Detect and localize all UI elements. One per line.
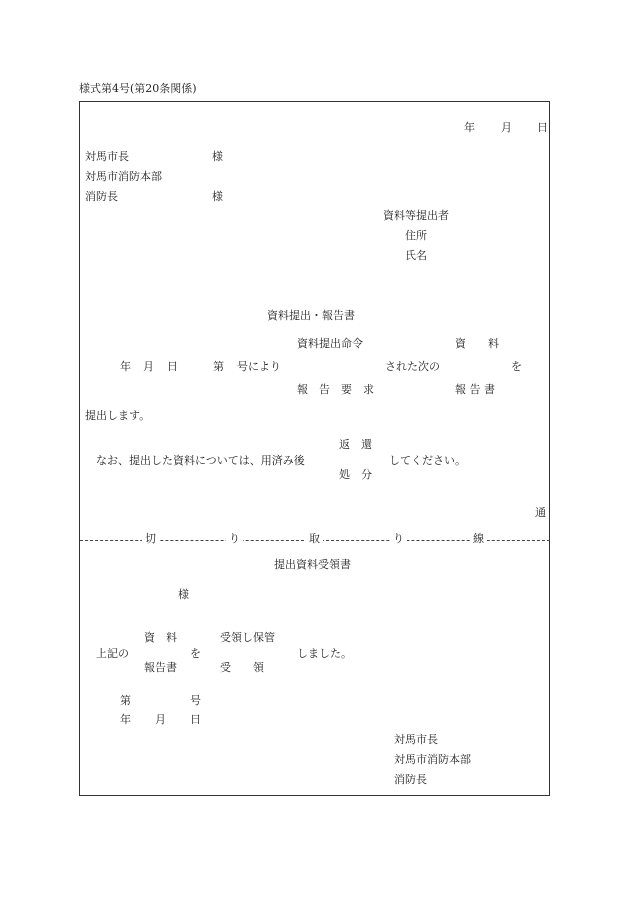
- body-date-day: 日: [167, 360, 178, 373]
- submitter-name-label: 氏名: [405, 249, 427, 262]
- receipt-material-upper: 資 料: [144, 631, 177, 644]
- receipt-action-upper: 受領し保管: [220, 631, 275, 644]
- body-date-year: 年: [120, 360, 131, 373]
- body-date-month: 月: [143, 360, 154, 373]
- receipt-particle: を: [190, 647, 201, 660]
- submit-text: 提出します。: [85, 409, 151, 422]
- date-day-label: 日: [537, 121, 548, 134]
- copies-label: 通: [535, 506, 546, 519]
- material-option-upper: 資 料: [455, 337, 499, 350]
- receipt-honorific: 様: [178, 588, 189, 601]
- form-frame: [79, 101, 550, 796]
- receipt-date-year: 年: [120, 713, 131, 726]
- cut-line-char-2: り: [226, 532, 243, 546]
- receipt-issuer-fire-hq: 対馬市消防本部: [394, 753, 471, 766]
- order-option-upper: 資料提出命令: [297, 337, 363, 350]
- submitter-address-label: 住所: [405, 229, 427, 242]
- material-option-lower: 報 告 書: [455, 383, 495, 396]
- receipt-line-end: しました。: [297, 647, 352, 660]
- receipt-number-prefix: 第: [120, 694, 131, 707]
- receipt-number-suffix: 号: [190, 694, 201, 707]
- cut-line-char-5: 線: [470, 532, 487, 546]
- return-option: 返 還: [339, 438, 372, 451]
- order-option-lower: 報 告 要 求: [297, 383, 374, 396]
- receipt-line-prefix: 上記の: [96, 647, 129, 660]
- cut-line-char-3: 取: [306, 532, 323, 546]
- date-year-label: 年: [464, 121, 475, 134]
- body-number-prefix: 第: [213, 360, 224, 373]
- note-end: してください。: [389, 454, 466, 467]
- addressee-mayor: 対馬市長: [85, 150, 129, 163]
- addressee-mayor-honorific: 様: [212, 150, 223, 163]
- submitter-label: 資料等提出者: [383, 209, 449, 222]
- date-month-label: 月: [501, 121, 512, 134]
- body-number-suffix: 号により: [237, 360, 281, 373]
- receipt-issuer-fire-chief: 消防長: [394, 773, 427, 786]
- receipt-issuer-mayor: 対馬市長: [394, 733, 438, 746]
- body-particle: を: [511, 360, 522, 373]
- form-number: 様式第4号(第20条関係): [79, 82, 197, 95]
- receipt-date-month: 月: [155, 713, 166, 726]
- receipt-title: 提出資料受領書: [274, 558, 351, 571]
- receipt-date-day: 日: [190, 713, 201, 726]
- note-text: なお、提出した資料については、用済み後: [96, 454, 305, 467]
- cut-line-char-4: り: [390, 532, 407, 546]
- addressee-fire-chief-honorific: 様: [212, 190, 223, 203]
- receipt-action-lower: 受 領: [220, 661, 264, 674]
- dispose-option: 処 分: [339, 468, 372, 481]
- addressee-fire-chief: 消防長: [85, 190, 118, 203]
- cut-line-char-1: 切: [142, 532, 159, 546]
- receipt-material-lower: 報告書: [144, 661, 177, 674]
- document-title: 資料提出・報告書: [267, 309, 355, 322]
- body-following-text: された次の: [385, 360, 440, 373]
- addressee-fire-hq: 対馬市消防本部: [85, 170, 162, 183]
